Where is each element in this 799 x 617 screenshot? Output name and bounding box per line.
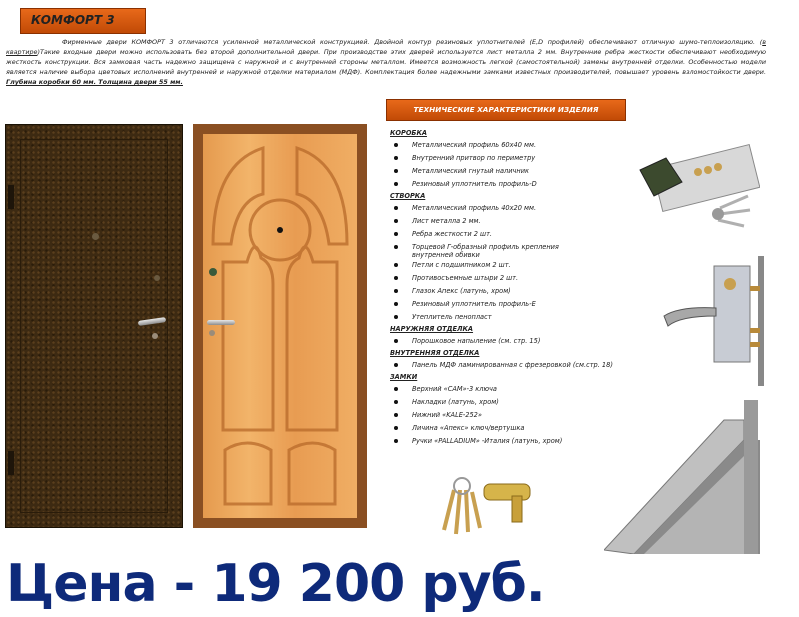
door-inner-image [193,124,367,528]
frame-profile-image [604,400,764,554]
door-inner-keyhole [209,330,215,336]
intro-text [6,37,766,87]
hinge-bottom [8,451,14,475]
list-item: Нижний «KALE-252» [390,409,640,422]
cylinder-keys-image [434,470,544,540]
door-outer-lock-top [92,233,99,240]
section-title-outer: НАРУЖНЯЯ ОТДЕЛКА [390,325,474,333]
list-item: Резиновый уплотнитель профиль-D [390,178,640,191]
door-inner-milling [203,134,357,518]
spec-list [390,128,640,448]
hinge-top [8,185,14,209]
list-item: Утеплитель пенопласт [390,311,640,324]
intro-part2: )Такие входные двери можно использовать без второй дополнительной двери. При производстве этих дверей используется лист металла 2 мм. Внутренние ребра жесткости обеспечивают необходимую жесткость конструкции. Вся замковая часть надежно защищена с наружной и с внутренней стороны металлом. Имеется возможность легкой (самостоятельной) замены внутренней отделки. Особенностью модели является наличие выбора цветовых исполнений внутренней и наружной отделки материалом (МДФ). Комплектация более надежными замками известных производителей, повышает уровень взломостойкости двери. [6,48,766,76]
list-item: Накладки (латунь, хром) [390,396,640,409]
door-inner-turn [209,268,217,276]
price-label: Цена - 19 200 руб. [6,554,545,614]
door-outer-peephole [154,275,160,281]
title-banner [20,8,146,34]
door-inner-peephole [277,227,283,233]
list-item: Петли с подшипником 2 шт. [390,259,640,272]
list-item: Резиновый уплотнитель профиль-E [390,298,640,311]
door-inner-panel [203,134,357,518]
list-item: Глазок Апекс (латунь, хром) [390,285,640,298]
list-item: Металлический профиль 40х20 мм. [390,202,640,215]
list-item: Противосъемные штыри 2 шт. [390,272,640,285]
section-title-korobka: КОРОБКА [390,129,427,137]
list-item: Личина «Апекс» ключ/вертушка [390,422,640,435]
list-item: Ручки «PALLADIUM» -Италия (латунь, хром) [390,435,640,448]
list-item: Внутренний притвор по периметру [390,152,640,165]
list-item: Металлический гнутый наличник [390,165,640,178]
lock-cam-image [636,138,760,228]
list-item: Торцевой Г-образный профиль крепления внутренней обивки [390,241,640,259]
section-title-stvorka: СТВОРКА [390,192,426,200]
list-item: Лист металла 2 мм. [390,215,640,228]
list-item: Металлический профиль 60х40 мм. [390,139,640,152]
list-item: Панель МДФ ламинированная с фрезеровкой (см.стр. 18) [390,359,640,372]
door-outer-keyhole [152,333,158,339]
list-item: Ребра жесткости 2 шт. [390,228,640,241]
door-inner-handle [207,320,235,325]
door-outer-image [5,124,183,528]
page-title: КОМФОРТ 3 [31,13,115,27]
list-item: Верхний «CAM»-3 ключа [390,383,640,396]
intro-part1: Фирменные двери КОМФОРТ 3 отличаются усиленной металлической конструкцией. Двойной контур резиновых уплотнителей (E,D профилей) обеспечивают отличную шумо-теплоизоляцию. ( [62,38,763,46]
door-outer-panel [20,139,168,513]
intro-link[interactable]: в квартире [6,38,766,56]
lock-kale-image [660,256,772,386]
list-item: Порошковое напыление (см. стр. 15) [390,335,640,348]
specs-title: ТЕХНИЧЕСКИЕ ХАРАКТЕРИСТИКИ ИЗДЕЛИЯ [413,105,599,114]
specs-banner [386,99,626,121]
section-title-locks: ЗАМКИ [390,373,418,381]
section-title-inner: ВНУТРЕННЯЯ ОТДЕЛКА [390,349,480,357]
intro-dimensions: Глубина коробки 60 мм. Толщина двери 55 мм. [6,78,183,86]
